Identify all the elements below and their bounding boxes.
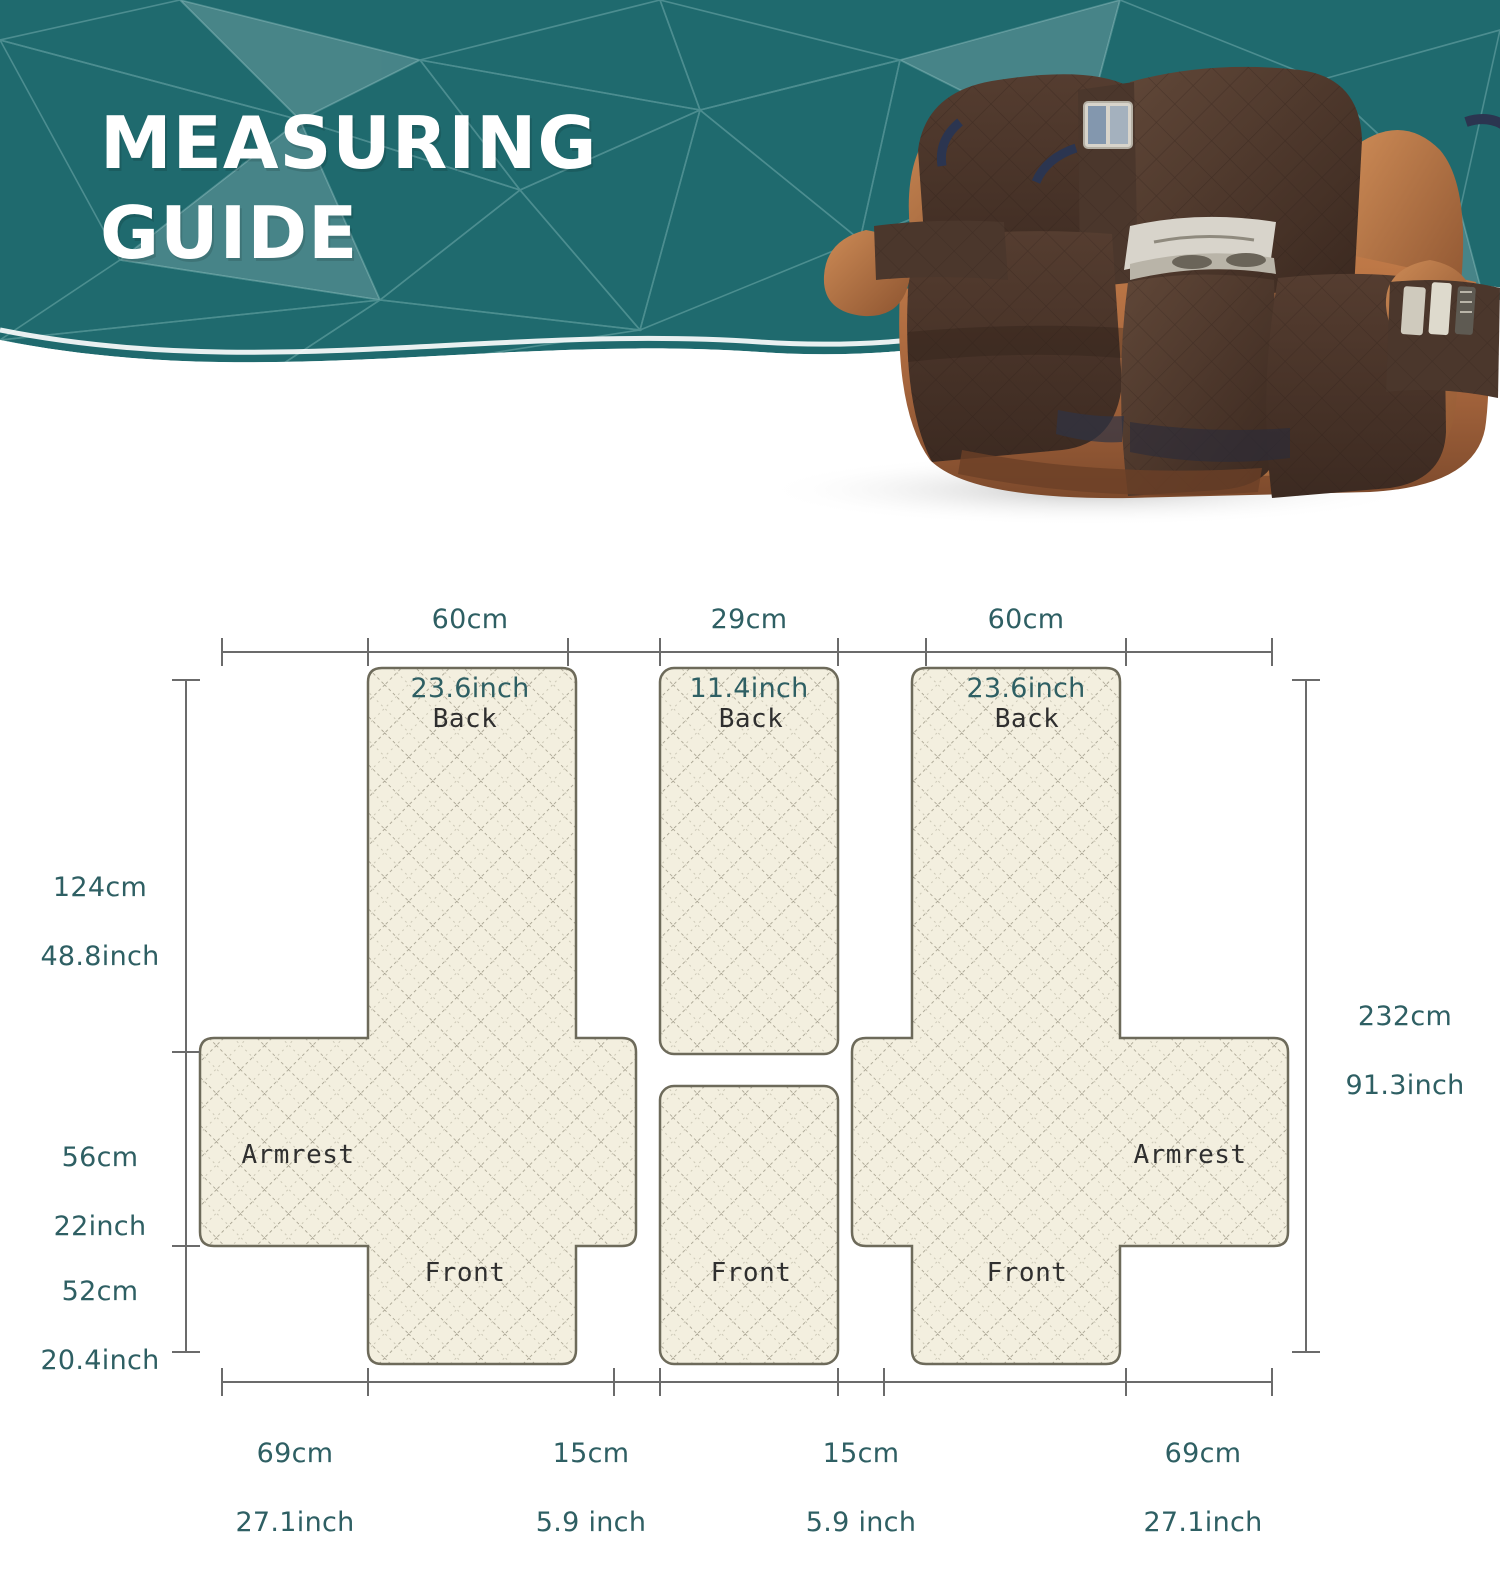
page-title-line1: MEASURING (100, 101, 598, 185)
bottom-dimension-2-cm: 15cm (552, 1437, 630, 1469)
bottom-dimension-1 (150, 1402, 440, 1575)
right-dimension-ruler (1292, 680, 1320, 1352)
left-panel-front-label: Front (424, 1258, 506, 1288)
bottom-dimension-1-cm: 69cm (256, 1437, 334, 1469)
bottom-dimension-2-inch: 5.9 inch (535, 1506, 647, 1538)
bottom-dimension-3-cm: 15cm (822, 1437, 900, 1469)
top-dimension-2-inch: 11.4inch (689, 672, 809, 704)
top-dimension-1-inch: 23.6inch (410, 672, 530, 704)
left-dimension-armrest-inch: 22inch (53, 1210, 147, 1242)
bottom-dimension-1-inch: 27.1inch (235, 1506, 355, 1538)
left-dimension-front (10, 1240, 190, 1413)
top-dimension-3-inch: 23.6inch (966, 672, 1086, 704)
right-panel-front-label: Front (986, 1258, 1068, 1288)
bottom-dimension-4-inch: 27.1inch (1143, 1506, 1263, 1538)
right-panel-armrest-label: Armrest (1133, 1140, 1247, 1170)
top-dimension-1-cm: 60cm (431, 603, 509, 635)
left-dimension-front-cm: 52cm (61, 1275, 139, 1307)
right-panel-back-label: Back (994, 704, 1060, 734)
right-dimension-total-inch: 91.3inch (1345, 1069, 1465, 1101)
bottom-dimension-4 (1058, 1402, 1348, 1575)
bottom-dimension-4-cm: 69cm (1164, 1437, 1242, 1469)
left-dimension-armrest-cm: 56cm (61, 1141, 139, 1173)
top-dimension-3-cm: 60cm (987, 603, 1065, 635)
right-dimension-total (1320, 965, 1490, 1138)
right-dimension-total-cm: 232cm (1357, 1000, 1453, 1032)
center-panel-back-label: Back (718, 704, 784, 734)
center-panel-front-label: Front (710, 1258, 792, 1288)
left-panel-back-label: Back (432, 704, 498, 734)
left-dimension-back-inch: 48.8inch (40, 940, 160, 972)
bottom-dimension-3-inch: 5.9 inch (805, 1506, 917, 1538)
top-dimension-2-cm: 29cm (710, 603, 788, 635)
left-dimension-front-inch: 20.4inch (40, 1344, 160, 1376)
left-panel-armrest-label: Armrest (241, 1140, 355, 1170)
bottom-dimension-ruler (222, 1368, 1272, 1396)
left-dimension-back-cm: 124cm (52, 871, 148, 903)
page-title-line2: GUIDE (100, 191, 359, 275)
bottom-dimension-2 (446, 1402, 736, 1575)
measurement-diagram (0, 540, 1500, 1538)
left-dimension-back (10, 836, 190, 1009)
product-photo (660, 30, 1470, 530)
bottom-dimension-3 (716, 1402, 1006, 1575)
